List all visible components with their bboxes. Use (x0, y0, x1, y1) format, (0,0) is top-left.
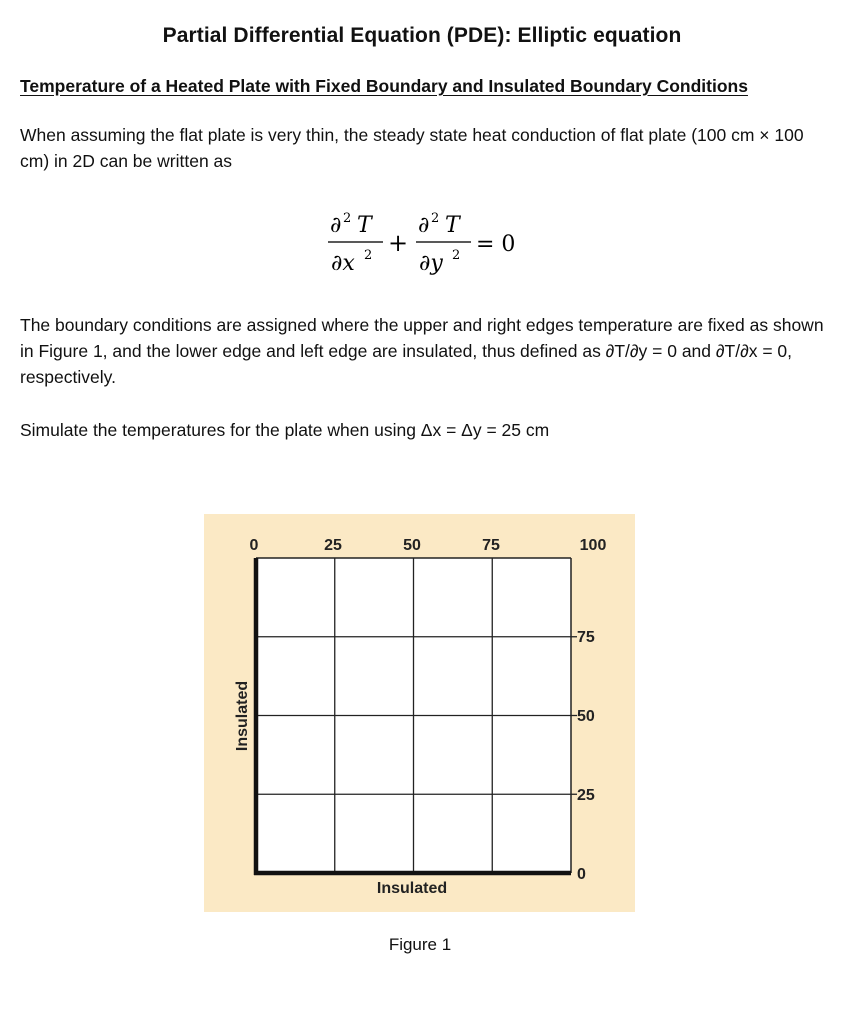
intro-paragraph: When assuming the flat plate is very thin, the steady state heat conduction of flat plate (100 cm × 100 cm) in 2D can be written as (20, 125, 804, 171)
eq-den1-exp: 2 (364, 248, 373, 263)
eq-num1-partial: ∂ (330, 213, 342, 238)
right-label-25: 25 (577, 787, 595, 804)
eq-num2-partial: ∂ (418, 213, 430, 238)
section-subtitle: Temperature of a Heated Plate with Fixed Boundary and Insulated Boundary Conditions (20, 76, 748, 96)
top-label-100: 100 (579, 537, 607, 554)
eq-num1-var: T (357, 213, 372, 238)
eq-num2-exp: 2 (431, 211, 440, 226)
figure-1-plate-grid (204, 514, 635, 912)
eq-num2-var: T (445, 213, 460, 238)
top-label-50: 50 (403, 537, 421, 554)
task-paragraph: Simulate the temperatures for the plate when using Δx = Δy = 25 cm (20, 420, 550, 440)
figure-caption-text: Figure 1 (388, 935, 452, 954)
laplace-equation (320, 202, 540, 292)
bottom-edge-insulated-label: Insulated (376, 880, 448, 897)
eq-den2: ∂y (419, 251, 443, 276)
figure-caption (0, 935, 844, 955)
eq-plus: + (388, 229, 409, 257)
top-label-0: 0 (249, 537, 259, 554)
eq-den2-exp: 2 (452, 248, 461, 263)
top-label-75: 75 (482, 537, 500, 554)
right-label-50: 50 (577, 708, 595, 725)
eq-equals-zero: = 0 (476, 232, 516, 257)
right-label-0: 0 (577, 866, 586, 883)
page-title: Partial Differential Equation (PDE): Elliptic equation (162, 24, 682, 47)
eq-num1-exp: 2 (343, 211, 352, 226)
right-label-75: 75 (577, 629, 595, 646)
eq-den1: ∂x (331, 251, 355, 276)
top-label-25: 25 (324, 537, 342, 554)
boundary-conditions-paragraph: The boundary conditions are assigned where the upper and right edges temperature are fixed as shown in Figure 1, and the lower edge and left edge are insulated, thus defined as ∂T/∂y = 0 and ∂T/∂x = 0, respectively. (20, 315, 824, 387)
left-edge-insulated-label: Insulated (234, 680, 251, 752)
